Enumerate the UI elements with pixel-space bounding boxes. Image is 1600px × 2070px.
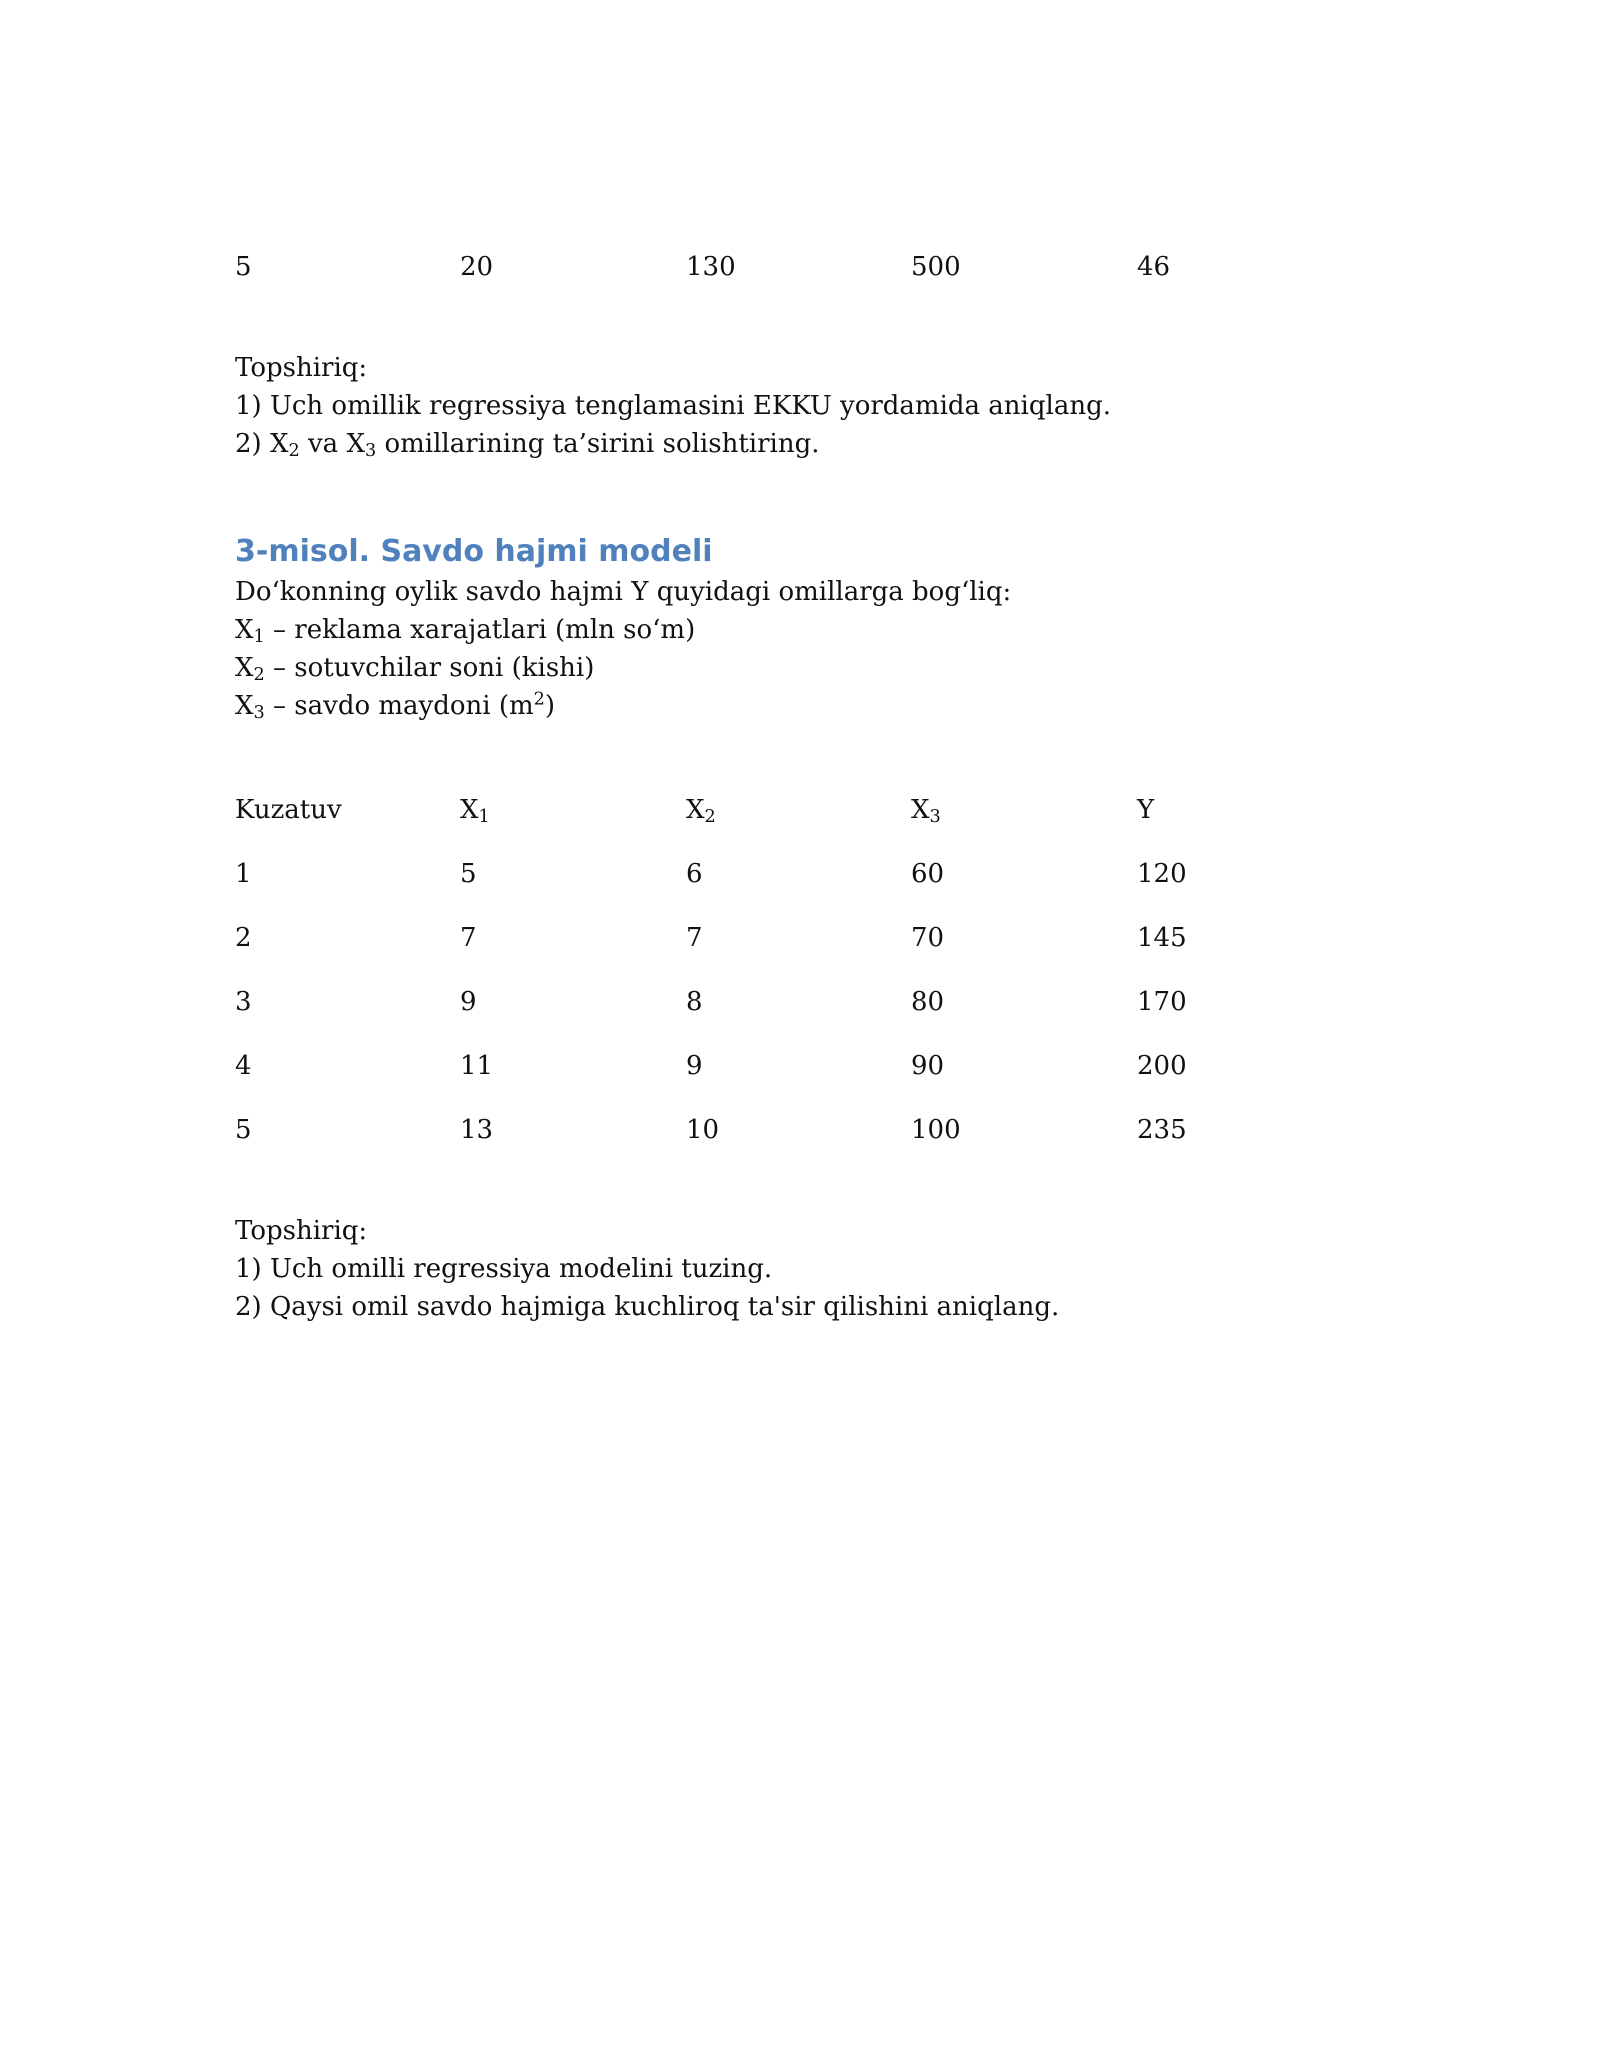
table-cell: 4 <box>235 1051 252 1081</box>
table-cell: 3 <box>235 987 252 1017</box>
table-cell: 80 <box>911 987 945 1017</box>
table-cell: 170 <box>1137 987 1187 1017</box>
table-cell: 5 <box>460 859 477 889</box>
table-cell: 13 <box>460 1115 494 1145</box>
table-row <box>235 1046 1335 1086</box>
table-cell: 5 <box>235 1115 252 1145</box>
table-header: Y <box>1137 795 1155 825</box>
table-header: $X_1$ <box>460 795 490 827</box>
table-header-row <box>235 790 1335 830</box>
table-cell: 130 <box>686 252 736 282</box>
table-cell: 11 <box>460 1051 494 1081</box>
table-cell: 70 <box>911 923 945 953</box>
task-title: Topshiriq: <box>235 1216 368 1246</box>
table-cell: 500 <box>911 252 961 282</box>
table-row <box>235 854 1335 894</box>
table-cell: 46 <box>1137 252 1171 282</box>
table-cell: 7 <box>686 923 703 953</box>
table-header: $X_2$ <box>686 795 716 827</box>
table-cell: 90 <box>911 1051 945 1081</box>
table-header: $X_3$ <box>911 795 941 827</box>
table-cell: 200 <box>1137 1051 1187 1081</box>
table-row <box>235 247 1335 287</box>
table-cell: 120 <box>1137 859 1187 889</box>
table-header: Kuzatuv <box>235 795 342 825</box>
table-cell: 9 <box>460 987 477 1017</box>
table-cell: 10 <box>686 1115 720 1145</box>
table-cell: 7 <box>460 923 477 953</box>
table-cell: 1 <box>235 859 252 889</box>
factor-line: $X_3$ – savdo maydoni $(m^2)$ <box>235 689 556 723</box>
task-item: 2) Qaysi omil savdo hajmiga kuchliroq ta'sir qilishini aniqlang. <box>235 1292 1060 1322</box>
table-cell: 5 <box>235 252 252 282</box>
table-row <box>235 982 1335 1022</box>
table-cell: 100 <box>911 1115 961 1145</box>
table-cell: 2 <box>235 923 252 953</box>
table-cell: 9 <box>686 1051 703 1081</box>
task-title: Topshiriq: <box>235 353 368 383</box>
task-item: 2) $X_2$ va $X_3$ omillarining ta’sirini solishtiring. <box>235 429 820 461</box>
table-cell: 6 <box>686 859 703 889</box>
task-item: 1) Uch omillik regressiya tenglamasini EKKU yordamida aniqlang. <box>235 391 1111 421</box>
table-cell: 20 <box>460 252 494 282</box>
factor-line: $X_1$ – reklama xarajatlari (mln so‘m) <box>235 615 696 647</box>
table-cell: 145 <box>1137 923 1187 953</box>
table-row <box>235 1110 1335 1150</box>
section-heading: 3-misol. Savdo hajmi modeli <box>235 534 713 569</box>
table-cell: 8 <box>686 987 703 1017</box>
table-row <box>235 918 1335 958</box>
table-cell: 235 <box>1137 1115 1187 1145</box>
factor-line: $X_2$ – sotuvchilar soni (kishi) <box>235 653 595 685</box>
task-item: 1) Uch omilli regressiya modelini tuzing. <box>235 1254 773 1284</box>
table-cell: 60 <box>911 859 945 889</box>
intro-text: Do‘konning oylik savdo hajmi Y quyidagi omillarga bog‘liq: <box>235 577 1012 607</box>
